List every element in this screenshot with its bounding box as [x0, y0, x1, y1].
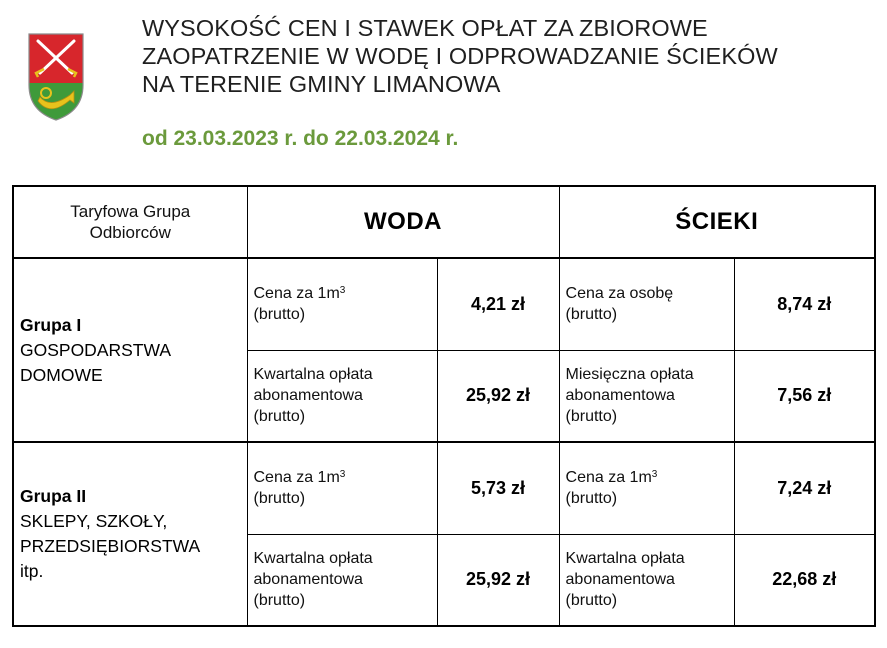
group-2-desc-line-2: PRZEDSIĘBIORSTWA [20, 536, 201, 556]
label-text: (brutto) [565, 592, 618, 610]
group-2-name: Grupa II [20, 486, 87, 506]
sewage-price-label [559, 442, 734, 534]
title-line-1: WYSOKOŚĆ CEN I STAWEK OPŁAT ZA ZBIOROWE [142, 15, 708, 41]
label-text: (brutto) [565, 408, 618, 426]
group-2-desc-line-3: itp. [20, 561, 44, 581]
label-text: (brutto) [565, 490, 618, 508]
label-text: Cena za 1m [565, 469, 652, 487]
table-row [13, 442, 875, 534]
header-sewage: ŚCIEKI [559, 186, 875, 258]
sewage-fee-value: 7,56 zł [734, 350, 875, 442]
header-group-line-2: Odbiorców [89, 223, 171, 242]
water-price-label [247, 442, 437, 534]
tariff-table [12, 185, 876, 627]
header-group-line-1: Taryfowa Grupa [70, 202, 191, 221]
sewage-fee-value: 22,68 zł [734, 534, 875, 626]
label-text: (brutto) [253, 306, 306, 324]
label-text: Kwartalna opłata [565, 550, 685, 568]
superscript: 3 [651, 469, 658, 481]
table-row [13, 258, 875, 350]
validity-period: od 23.03.2023 r. do 22.03.2024 r. [142, 127, 459, 150]
table-header-row [13, 186, 875, 258]
sewage-price-value: 8,74 zł [734, 258, 875, 350]
water-fee-value: 25,92 zł [437, 350, 559, 442]
group-1-name: Grupa I [20, 314, 82, 335]
group-1-desc-line-1: GOSPODARSTWA [20, 339, 172, 360]
water-fee-label [247, 350, 437, 442]
group-1-desc-line-2: DOMOWE [20, 364, 103, 385]
superscript: 3 [339, 285, 346, 297]
group-2-cell [13, 442, 247, 626]
label-text: Miesięczna opłata [565, 366, 694, 384]
header-water: WODA [247, 186, 559, 258]
water-price-value: 4,21 zł [437, 258, 559, 350]
label-text: abonamentowa [253, 387, 363, 405]
label-text: abonamentowa [565, 387, 675, 405]
sewage-price-label [559, 258, 734, 350]
label-text: Kwartalna opłata [253, 366, 373, 384]
sewage-fee-label [559, 534, 734, 626]
sewage-fee-label [559, 350, 734, 442]
label-text: (brutto) [253, 490, 306, 508]
title-line-2: ZAOPATRZENIE W WODĘ I ODPROWADZANIE ŚCIEKÓW [142, 43, 778, 69]
water-price-label [247, 258, 437, 350]
label-text: Cena za 1m [253, 285, 340, 303]
header-customer-group [13, 186, 247, 258]
group-1-cell [13, 258, 247, 442]
label-text: (brutto) [253, 592, 306, 610]
label-text: (brutto) [565, 306, 618, 324]
label-text: Kwartalna opłata [253, 550, 373, 568]
group-2-desc-line-1: SKLEPY, SZKOŁY, [20, 511, 168, 531]
water-price-value: 5,73 zł [437, 442, 559, 534]
water-fee-value: 25,92 zł [437, 534, 559, 626]
label-text: Cena za osobę [565, 285, 674, 303]
label-text: Cena za 1m [253, 469, 340, 487]
page-title [142, 14, 882, 98]
gmina-coat-of-arms-icon [28, 33, 84, 121]
title-line-3: NA TERENIE GMINY LIMANOWA [142, 71, 501, 97]
sewage-price-value: 7,24 zł [734, 442, 875, 534]
superscript: 3 [339, 469, 346, 481]
water-fee-label [247, 534, 437, 626]
label-text: (brutto) [253, 408, 306, 426]
label-text: abonamentowa [565, 571, 675, 589]
label-text: abonamentowa [253, 571, 363, 589]
